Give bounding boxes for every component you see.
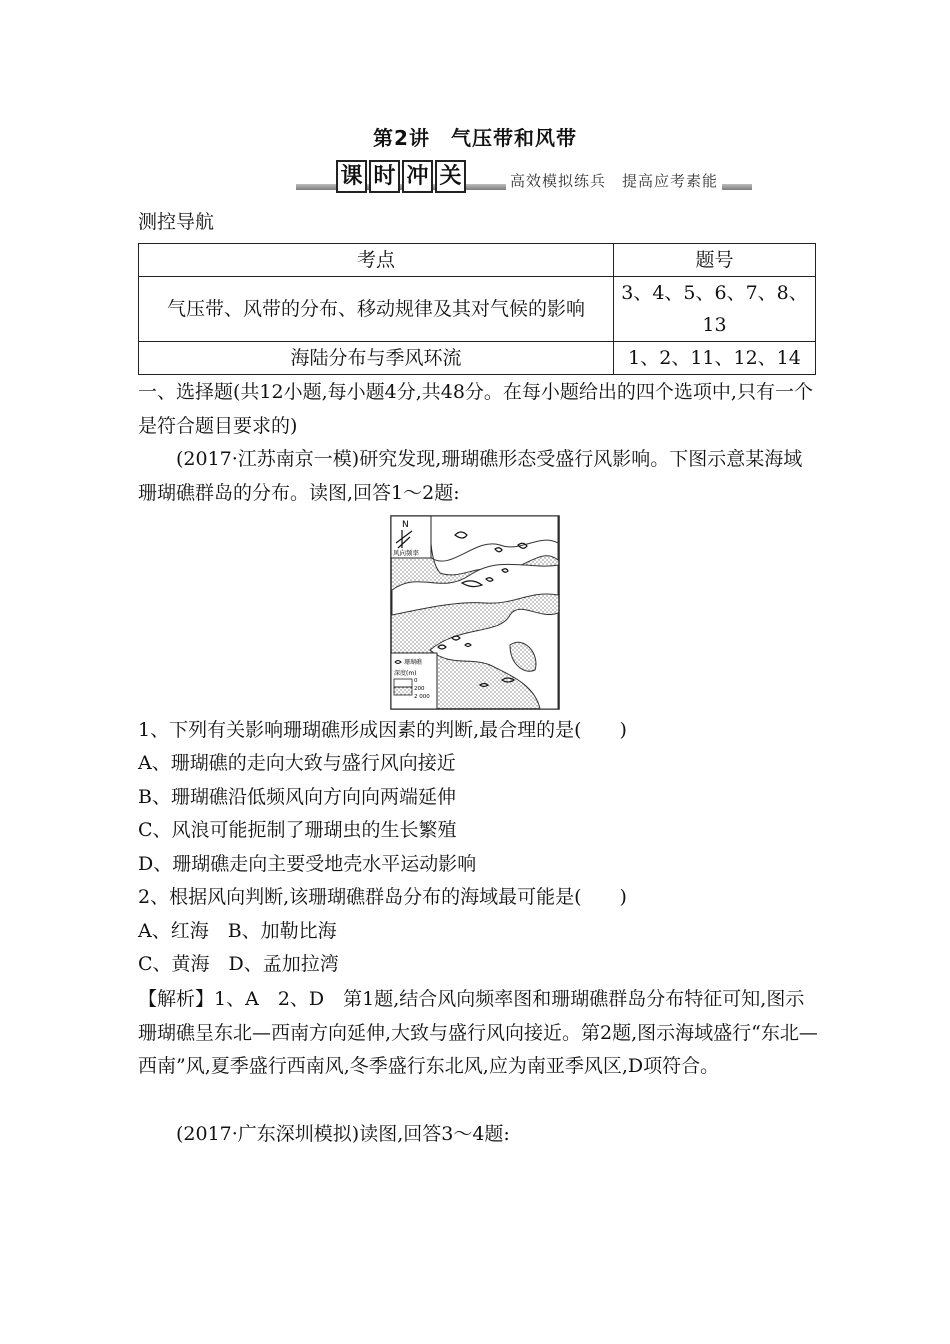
- nav-label: 测控导航: [138, 211, 215, 233]
- table-row: [139, 277, 816, 342]
- banner-char: 课: [336, 160, 367, 193]
- lesson-title: 第2讲 气压带和风带: [373, 126, 577, 150]
- legend-200: 200: [414, 686, 425, 692]
- topic-cell: 气压带、风带的分布、移动规律及其对气候的影响: [139, 277, 614, 342]
- question-1-option-b: B、珊瑚礁沿低频风向方向向两端延伸: [138, 786, 456, 808]
- table-row: [139, 342, 816, 375]
- intro-paragraph-2: (2017·广东深圳模拟)读图,回答3～4题:: [176, 1123, 510, 1145]
- legend-shallow-swatch: [394, 679, 412, 687]
- nums-cell: 1、2、11、12、14: [614, 342, 816, 375]
- question-2-options-cd: C、黄海 D、孟加拉湾: [138, 953, 339, 975]
- intro-paragraph: (2017·江苏南京一模)研究发现,珊瑚礁形态受盛行风影响。下图示意某海域珊瑚礁群岛的分布。读图,回答1～2题:: [138, 448, 803, 504]
- section-heading: 一、选择题(共12小题,每小题4分,共48分。在每小题给出的四个选项中,只有一个是符合题目要求的): [138, 381, 813, 437]
- question-1-stem: 1、下列有关影响珊瑚礁形成因素的判断,最合理的是( ): [138, 719, 627, 741]
- legend-depth-label: 深度(m): [394, 670, 417, 677]
- legend-reef-label: 珊瑚礁: [404, 659, 423, 666]
- section-banner: [296, 160, 752, 196]
- coral-reef-map: [390, 515, 560, 710]
- header-nums: 题号: [614, 244, 816, 277]
- question-2-stem: 2、根据风向判断,该珊瑚礁群岛分布的海域最可能是( ): [138, 886, 627, 908]
- legend-2000: 2 000: [414, 694, 430, 700]
- banner-char: 关: [435, 160, 466, 193]
- question-2-options-ab: A、红海 B、加勒比海: [138, 920, 337, 942]
- question-1-option-a: A、珊瑚礁的走向大致与盛行风向接近: [138, 752, 456, 774]
- analysis-paragraph: [138, 983, 818, 1084]
- banner-char: 时: [369, 160, 400, 193]
- legend-0: 0: [414, 678, 418, 684]
- analysis-label: 【解析】: [138, 988, 215, 1010]
- topic-cell: 海陆分布与季风环流: [139, 342, 614, 375]
- banner-subtitle: 高效模拟练兵 提高应考素能: [506, 170, 722, 191]
- nums-cell: 3、4、5、6、7、8、13: [614, 277, 816, 342]
- question-1-option-d: D、珊瑚礁走向主要受地壳水平运动影响: [138, 853, 477, 875]
- analysis-body: 1、A 2、D 第1题,结合风向频率图和珊瑚礁群岛分布特征可知,图示珊瑚礁呈东北—西南方向延伸,大致与盛行风向接近。第2题,图示海域盛行“东北—西南”风,夏季盛行西南风,冬季盛行东北风,应为南亚季风区,D项符合。: [138, 988, 818, 1077]
- question-1-option-c: C、风浪可能扼制了珊瑚虫的生长繁殖: [138, 819, 457, 841]
- header-topic: 考点: [139, 244, 614, 277]
- nav-header-row: [139, 244, 816, 277]
- banner-char: 冲: [402, 160, 433, 193]
- wind-rose-label: 风向频率: [393, 549, 419, 557]
- north-label: N: [402, 520, 409, 530]
- banner-boxes: [336, 160, 466, 193]
- legend-deep-swatch: [394, 687, 412, 695]
- nav-table: [138, 243, 816, 375]
